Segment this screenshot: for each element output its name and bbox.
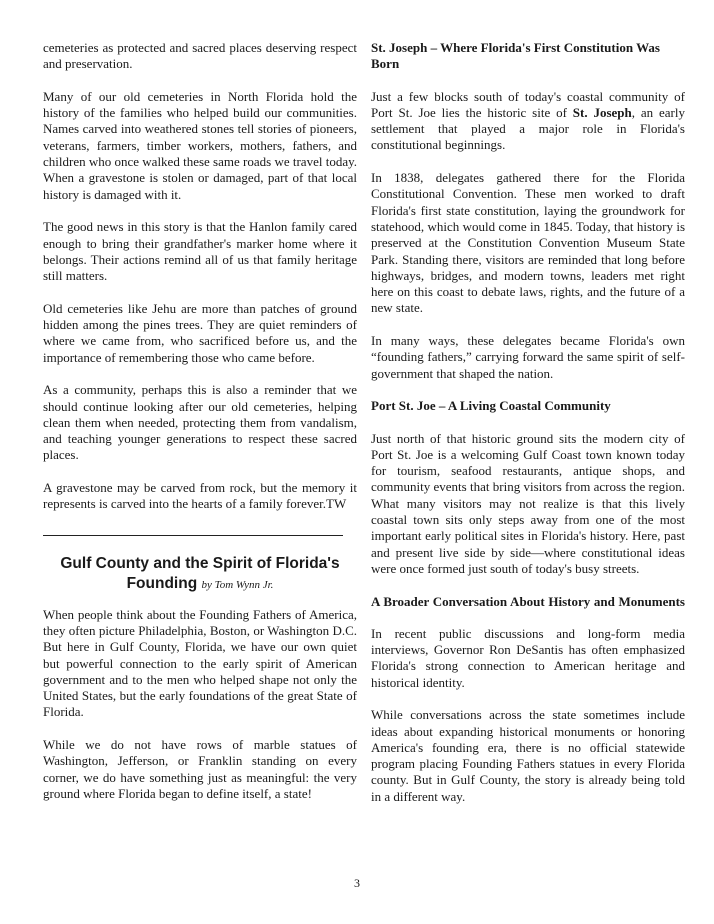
text-run: , an early settlement that played a major role in Florida's constitutional beginnings. xyxy=(371,104,685,153)
page-number: 3 xyxy=(354,876,360,890)
paragraph: When people think about the Founding Fathers of America, they often picture Philadelphia, Boston, or Washington D.C. But here in Gulf County, Florida, we have our own quiet but powerful connection to the early spirit of American government and to the men who helped shape not only the United States, but the early foundations of the great State of Florida. xyxy=(43,606,357,720)
text-run: Just a few blocks south of today's coastal community of Port St. Joe lies the historic site of xyxy=(371,88,685,120)
paragraph xyxy=(371,89,685,154)
section-divider xyxy=(43,535,343,536)
section-heading: Port St. Joe – A Living Coastal Community xyxy=(371,398,611,414)
left-column xyxy=(43,40,357,818)
section-heading: A Broader Conversation About History and Monuments xyxy=(371,593,685,609)
paragraph: A gravestone may be carved from rock, but the memory it represents is carved into the hearts of a family forever.TW xyxy=(43,480,357,512)
paragraph: In many ways, these delegates became Florida's own “founding fathers,” carrying forward the same spirit of self-government that shaped the nation. xyxy=(371,333,685,381)
paragraph: While conversations across the state sometimes include ideas about expanding historical monuments or honoring America's founding era, there is no official statewide program placing Founding Fathers statues in every Florida county. But in Gulf County, the story is already being told in a different way. xyxy=(371,707,685,804)
paragraph: In 1838, delegates gathered there for the Florida Constitutional Convention. These men worked to draft Florida's first state constitution, laying the groundwork for statehood, which would come in 1845. Today, that history is preserved at the Constitution Convention Museum State Park. Standing there, visitors are reminded that long before highways, bridges, and modern towns, leaders met right here on this coast to debate laws, rights, and the future of a new state. xyxy=(371,170,685,316)
paragraph: cemeteries as protected and sacred places deserving respect and preservation. xyxy=(43,40,357,72)
paragraph: Old cemeteries like Jehu are more than patches of ground hidden among the pines trees. They are quiet reminders of where we came from, who sacrificed before us, and the importance of remembering those who came before. xyxy=(43,300,357,365)
paragraph: As a community, perhaps this is also a reminder that we should continue looking after our old cemeteries, helping clean them when needed, protecting them from vandalism, and teaching younger generations to respect these sacred places. xyxy=(43,382,357,463)
place-name: St. Joseph xyxy=(572,104,632,120)
right-column xyxy=(371,40,685,821)
paragraph: Just north of that historic ground sits the modern city of Port St. Joe is a welcoming Gulf Coast town known today for tourism, seafood restaurants, antique shops, and community events that bring visitors from across the region. What many visitors may not realize is that this lively coastal town sits only steps away from one of the most important early political sites in Florida's history. Here, past and present live side by side—where constitutional ideas were once formed just south of today's busy streets. xyxy=(371,430,685,576)
paragraph: In recent public discussions and long-form media interviews, Governor Ron DeSantis has often emphasized Florida's strong connection to American heritage and historical identity. xyxy=(371,625,685,690)
article-title-line2: Founding xyxy=(126,574,198,592)
byline: by Tom Wynn Jr. xyxy=(201,578,274,591)
paragraph: The good news in this story is that the Hanlon family cared enough to bring their grandfather's marker home where it belongs. Their actions remind all of us that family heritage still matters. xyxy=(43,219,357,284)
article-title-line1: Gulf County and the Spirit of Florida's xyxy=(60,554,340,572)
article-title xyxy=(43,554,357,595)
paragraph: Many of our old cemeteries in North Florida hold the history of the families who helped build our communities. Names carved into weathered stones tell stories of pioneers, veterans, farmers, timber workers, mothers, fathers, and children who once walked these same roads we travel today. When a gravestone is stolen or damaged, part of that local history is damaged with it. xyxy=(43,88,357,202)
paragraph: While we do not have rows of marble statues of Washington, Jefferson, or Franklin standing on every corner, we do have something just as meaningful: the very ground where Florida began to define itself, a state! xyxy=(43,736,357,801)
section-heading: St. Joseph – Where Florida's First Constitution Was Born xyxy=(371,40,660,72)
